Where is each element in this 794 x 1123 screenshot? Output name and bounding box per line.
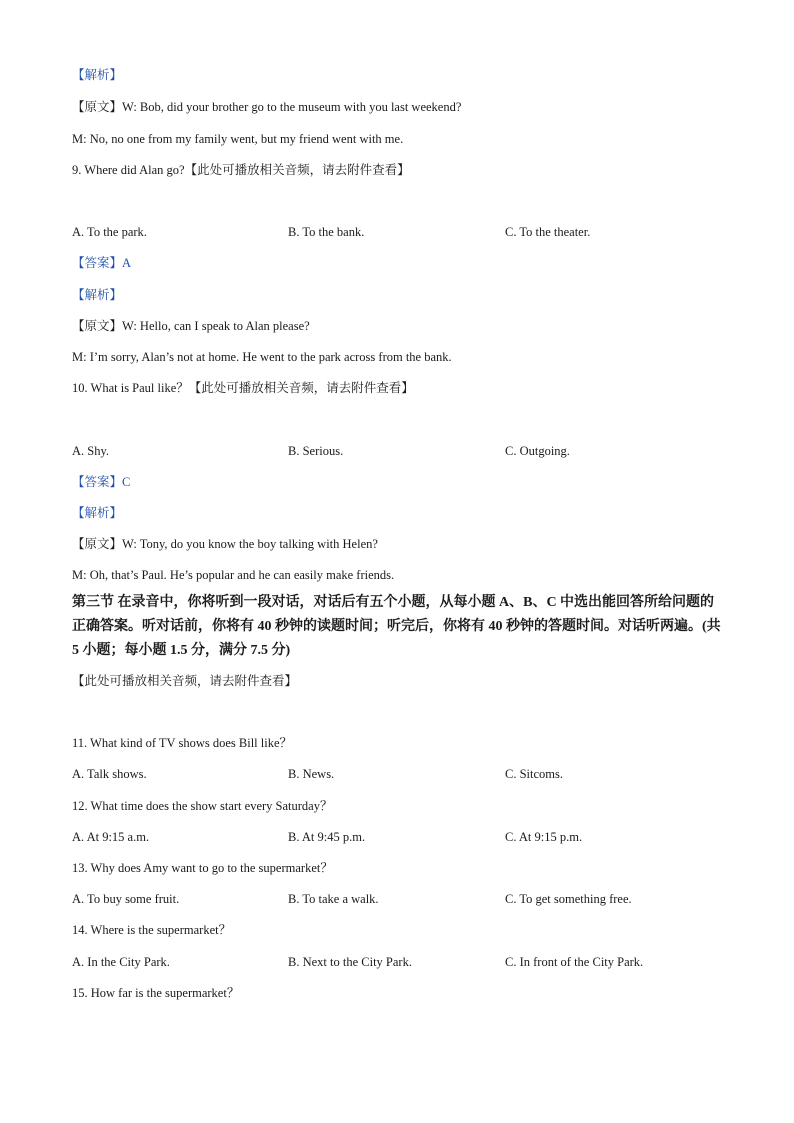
answer-option-c: C. In front of the City Park. [505,955,644,969]
question-line: 10. What is Paul like？【此处可播放相关音频，请去附件查看】 [72,381,414,395]
answer-option-c: C. To the theater. [505,225,591,239]
answer-option-b: B. Serious. [288,444,344,458]
answer-option-b: B. News. [288,767,335,781]
answer-option-a: A. At 9:15 a.m. [72,830,150,844]
answer-option-a: A. To the park. [72,225,147,239]
question-line: 11. What kind of TV shows does Bill like？ [72,736,293,750]
answer-option-c: C. Outgoing. [505,444,570,458]
answer-option-b: B. To take a walk. [288,892,379,906]
answer-option-c: C. To get something free. [505,892,632,906]
answer-option-c: C. Sitcoms. [505,767,563,781]
section-heading: 第三节 在录音中，你将听到一段对话，对话后有五个小题，从每小题 A、B、C 中选出能回答所给问题的正确答案。听对话前，你将有 40 秒钟的读题时间；听完后，你将有 40 秒钟的答题时间。对话听两遍。(共 5 小题；每小题 1.5 分，满分 7.5 分) [72,595,721,658]
transcript-line: M: No, no one from my family went, but my friend went with me. [72,132,404,146]
question-line: 12. What time does the show start every Saturday？ [72,799,333,813]
answer-option-a: A. In the City Park. [72,955,170,969]
question-line: 15. How far is the supermarket？ [72,986,240,1000]
answer-option-a: A. Shy. [72,444,110,458]
analysis-tag: 【解析】 [72,68,123,82]
answer-option-a: A. Talk shows. [72,767,147,781]
transcript-line: 【原文】W: Tony, do you know the boy talking with Helen? [72,537,378,551]
answer-option-b: B. At 9:45 p.m. [288,830,366,844]
transcript-line: M: I’m sorry, Alan’s not at home. He went to the park across from the bank. [72,350,452,364]
answer-option-a: A. To buy some fruit. [72,892,180,906]
transcript-line: M: Oh, that’s Paul. He’s popular and he can easily make friends. [72,568,395,582]
transcript-line: 【原文】W: Hello, can I speak to Alan please? [72,319,310,333]
audio-note: 【此处可播放相关音频，请去附件查看】 [72,674,298,688]
answer-option-c: C. At 9:15 p.m. [505,830,583,844]
answer-line: 【答案】A [72,256,132,270]
question-line: 9. Where did Alan go?【此处可播放相关音频，请去附件查看】 [72,163,410,177]
answer-option-b: B. Next to the City Park. [288,955,412,969]
answer-line: 【答案】C [72,475,131,489]
analysis-tag: 【解析】 [72,506,123,520]
answer-option-b: B. To the bank. [288,225,365,239]
question-line: 14. Where is the supermarket？ [72,923,232,937]
question-line: 13. Why does Amy want to go to the supermarket？ [72,861,333,875]
analysis-tag: 【解析】 [72,288,123,302]
transcript-line: 【原文】W: Bob, did your brother go to the museum with you last weekend? [72,100,462,114]
